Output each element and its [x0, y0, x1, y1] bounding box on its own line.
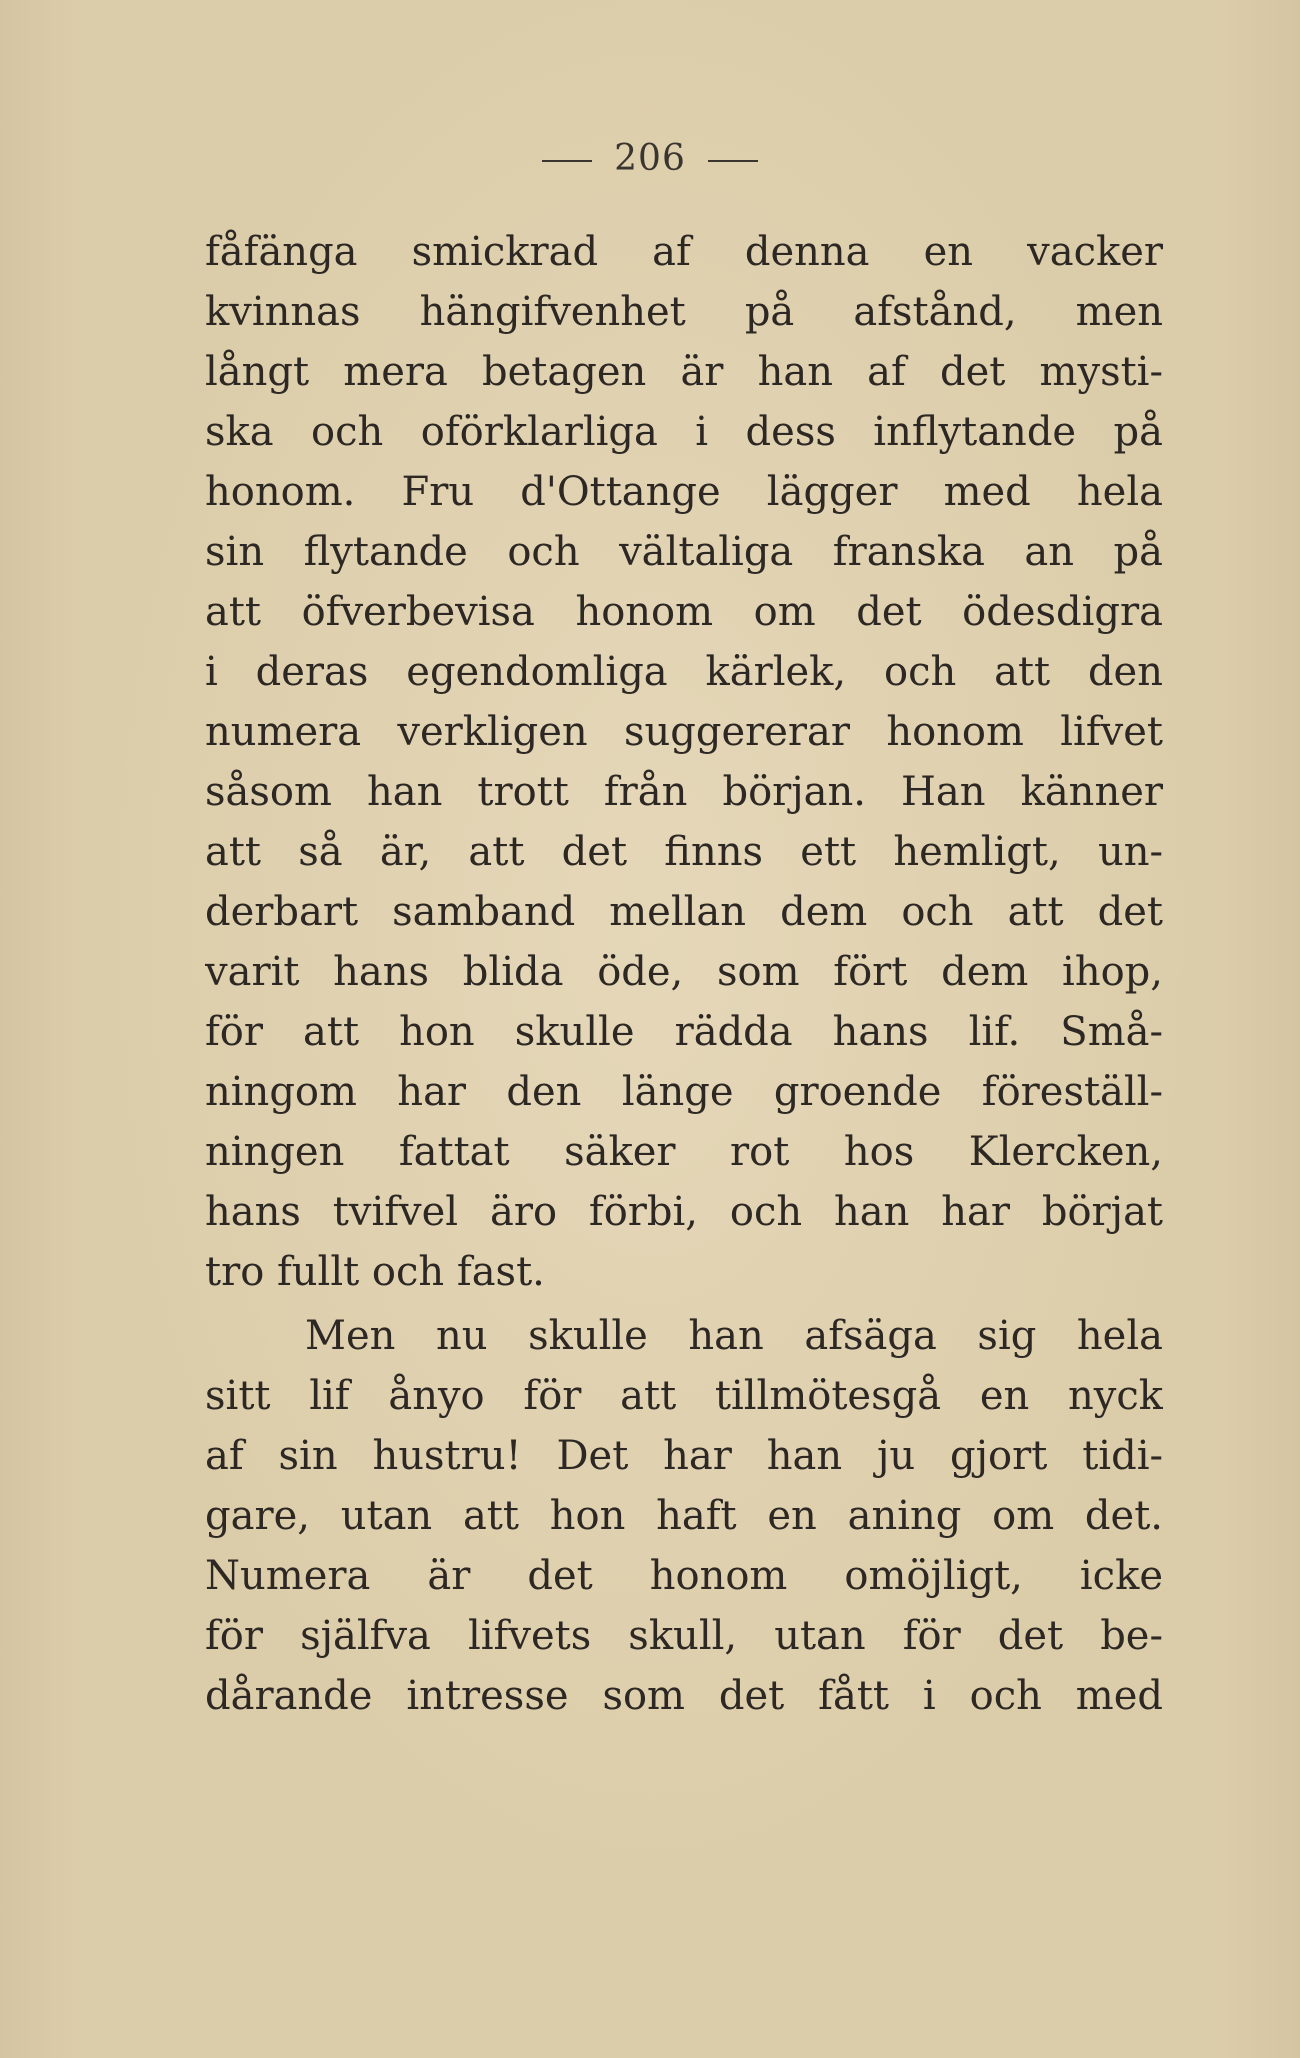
- paragraph-1: [205, 222, 1163, 1302]
- text-line: varit hans blida öde, som fört dem ihop,: [205, 949, 1163, 995]
- text-line: att öfverbevisa honom om det ödesdigra: [205, 589, 1163, 635]
- text-line: kvinnas hängifvenhet på afstånd, men: [205, 289, 1163, 335]
- text-line: i deras egendomliga kärlek, och att den: [205, 649, 1163, 695]
- paragraph-2: [205, 1306, 1163, 1726]
- text-line: honom. Fru d'Ottange lägger med hela: [205, 469, 1163, 515]
- text-line: derbart samband mellan dem och att det: [205, 889, 1163, 935]
- text-line: fåfänga smickrad af denna en vacker: [205, 229, 1163, 275]
- page-number: 206: [614, 138, 686, 179]
- text-line: dårande intresse som det fått i och med: [205, 1673, 1163, 1719]
- text-line: ningom har den länge groende föreställ-: [205, 1069, 1163, 1115]
- text-line: såsom han trott från början. Han känner: [205, 769, 1163, 815]
- text-line: ska och oförklarliga i dess inflytande på: [205, 409, 1163, 455]
- text-line: hans tvifvel äro förbi, och han har börjat: [205, 1189, 1163, 1235]
- text-line: ningen fattat säker rot hos Klercken,: [205, 1129, 1163, 1175]
- left-dash: [542, 160, 592, 162]
- text-line: för själfva lifvets skull, utan för det be-: [205, 1613, 1163, 1659]
- body-text: [205, 222, 1163, 1726]
- text-line: Men nu skulle han afsäga sig hela: [305, 1313, 1163, 1359]
- text-line: gare, utan att hon haft en aning om det.: [205, 1493, 1163, 1539]
- text-line: långt mera betagen är han af det mysti-: [205, 349, 1163, 395]
- text-line: Numera är det honom omöjligt, icke: [205, 1553, 1163, 1599]
- text-line: af sin hustru! Det har han ju gjort tidi-: [205, 1433, 1163, 1479]
- text-line: att så är, att det finns ett hemligt, un-: [205, 829, 1163, 875]
- page-number-header: [0, 138, 1300, 179]
- right-dash: [708, 160, 758, 162]
- text-line: tro fullt och fast.: [205, 1249, 545, 1295]
- text-line: numera verkligen suggererar honom lifvet: [205, 709, 1163, 755]
- text-line: för att hon skulle rädda hans lif. Små-: [205, 1009, 1163, 1055]
- text-line: sitt lif ånyo för att tillmötesgå en nyck: [205, 1373, 1163, 1419]
- text-line: sin flytande och vältaliga franska an på: [205, 529, 1163, 575]
